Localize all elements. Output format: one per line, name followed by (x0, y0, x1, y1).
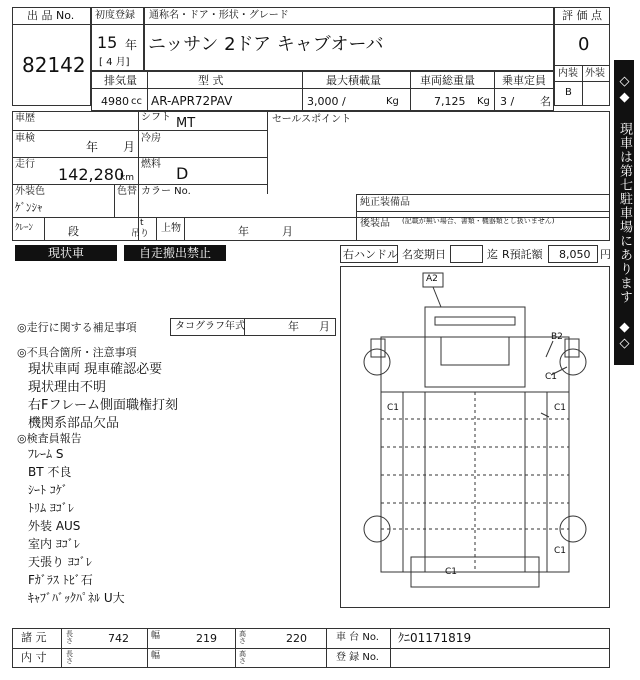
lot-number: 82142 (22, 53, 86, 77)
fuel-label: 燃料 (141, 159, 161, 170)
as-is-badge: 現状車 (15, 245, 117, 261)
exterior-grade: B (565, 87, 572, 98)
interior-width-label: 幅 (151, 651, 161, 661)
gross-weight-label: 車両総重量 (420, 74, 475, 87)
inspector-line: BT 不良 (28, 465, 72, 479)
displacement-label: 排気量 (104, 74, 137, 87)
car-name: ニッサン 2ドア キャブオーバ (148, 34, 384, 55)
name-change-label: 名変期日 (402, 248, 446, 261)
inspector-line: ｼｰﾄ ｺｹﾞ (28, 483, 68, 497)
height-value: 220 (286, 632, 307, 645)
length-value: 742 (108, 632, 129, 645)
length-label: 長さ (66, 630, 73, 645)
deadline-mark: 迄 (487, 248, 498, 261)
color-number-label: カラー No. (141, 186, 191, 197)
damage-mark-a2: A2 (426, 274, 438, 284)
inspection-year: 年 (86, 140, 99, 154)
aftermarket-label: 後装品 (360, 218, 390, 229)
registration-year: 15 (97, 33, 118, 52)
gross-weight-value: 7,125 (434, 95, 466, 108)
damage-mark-c1: C1 (554, 546, 567, 556)
inspector-line: ﾄﾘﾑ ﾖｺﾞﾚ (28, 501, 74, 515)
ac-label: 冷房 (141, 133, 161, 144)
color-label: 外装色 (15, 186, 45, 197)
seats-label: 乗車定員 (502, 74, 546, 87)
seats-value: 3 / (500, 95, 515, 108)
mileage-value: 142,280 (58, 165, 125, 184)
inspection-month: 月 (123, 140, 136, 154)
inspector-line: 室内 ﾖｺﾞﾚ (28, 537, 80, 551)
running-notes-title: ◎走行に関する補足事項 (17, 321, 137, 334)
lot-location-text: ◇◆ 現車は第七駐車場にあります ◆◇ (617, 73, 632, 352)
damage-mark-b2: B2 (551, 332, 563, 342)
mileage-label: 走行 (15, 159, 35, 170)
defect-line: 現状車両 現車確認必要 (28, 362, 163, 377)
inspection-label: 車検 (15, 133, 35, 144)
displacement-unit: cc (131, 96, 142, 107)
defect-line: 現状理由不明 (28, 380, 107, 395)
no-self-drive-badge: 自走搬出禁止 (124, 245, 226, 261)
upper-body-month: 月 (282, 225, 293, 238)
damage-mark-c1: C1 (545, 372, 558, 382)
aftermarket-note: (記載が無い場合、書類・機器類とし扱いません) (402, 217, 555, 225)
damage-mark-c1: C1 (445, 567, 458, 577)
inspector-line: 天張り ﾖｺﾞﾚ (28, 555, 92, 569)
recycle-unit: 円 (600, 248, 611, 261)
defect-line: 機関系部品欠品 (28, 416, 120, 431)
mileage-unit: km (120, 173, 134, 183)
damage-mark-c1: C1 (554, 403, 567, 413)
tacho-month: 月 (319, 320, 330, 333)
crane-hook: 吊り (131, 229, 150, 239)
displacement-value: 4980 (101, 95, 129, 108)
registration-label: 初度登録 (95, 10, 135, 21)
color-value: ｹﾞﾝｼｬ (15, 201, 43, 214)
tacho-year: 年 (288, 320, 299, 333)
inspector-line: ｷｬﾌﾞﾊﾞｯｸﾊﾟﾈﾙ U大 (28, 591, 125, 605)
history-label: 車歴 (15, 113, 35, 124)
interior-height-label: 高さ (239, 650, 246, 665)
exterior-grade-label: 外装 (585, 68, 605, 79)
rhd-label: 右ハンドル (343, 248, 398, 261)
interior-grade-label: 内装 (558, 68, 578, 79)
registration-year-unit: 年 (125, 38, 138, 52)
shift-label: シフト (141, 112, 171, 123)
lot-location-banner (614, 60, 634, 365)
chassis-number: ｸﾆ01171819 (398, 631, 472, 645)
upper-body-label: 上物 (161, 223, 181, 234)
dims-label: 諸 元 (21, 631, 47, 644)
width-label: 幅 (151, 631, 161, 641)
capacity-unit: Kg (386, 96, 399, 107)
gross-weight-unit: Kg (477, 96, 490, 107)
car-name-label: 通称名・ドア・形状・グレード (149, 10, 289, 21)
defects-title: ◎不具合箇所・注意事項 (17, 346, 137, 359)
lot-number-label: 出 品 No. (27, 9, 75, 22)
capacity-label: 最大積載量 (326, 74, 381, 87)
registration-month: [ 4 月] (99, 57, 130, 68)
crane-ton: t (140, 218, 144, 228)
crane-step: 段 (68, 225, 79, 238)
color-change-label: 色替 (117, 186, 137, 197)
damage-mark-c1: C1 (387, 403, 400, 413)
sales-point-label: セールスポイント (272, 114, 352, 125)
rating-score: 0 (578, 34, 590, 55)
inspector-line: 外装 AUS (28, 519, 81, 533)
recycle-label: R預託額 (502, 248, 543, 261)
rating-label: 評 価 点 (562, 9, 602, 22)
model-code: AR-APR72PAV (151, 94, 233, 108)
interior-dims-label: 内 寸 (21, 651, 47, 664)
capacity-value: 3,000 / (307, 95, 346, 108)
shift-value: MT (176, 116, 196, 131)
tacho-label: タコグラフ年式 (175, 321, 245, 332)
equipment-label: 純正装備品 (360, 197, 410, 208)
height-label: 高さ (239, 630, 246, 645)
seats-unit: 名 (540, 95, 551, 108)
damage-diagram (340, 266, 610, 608)
fuel-value: D (176, 164, 189, 183)
model-label: 型 式 (198, 74, 224, 87)
inspector-line: ﾌﾚｰﾑ S (28, 447, 64, 461)
inspector-title: ◎検査員報告 (17, 432, 82, 445)
registration-number-label: 登 録 No. (336, 652, 379, 663)
crane-label: ｸﾚｰﾝ (15, 223, 34, 233)
recycle-value: 8,050 (559, 248, 591, 261)
inspector-line: Fｶﾞﾗｽ ﾄﾋﾞ石 (28, 573, 93, 587)
chassis-label: 車 台 No. (336, 632, 379, 643)
width-value: 219 (196, 632, 217, 645)
truck-outline-diagram (341, 267, 609, 607)
name-change-box (450, 245, 483, 263)
defect-line: 右Fフレーム側面職権打刻 (28, 398, 178, 413)
upper-body-year: 年 (238, 225, 249, 238)
interior-length-label: 長さ (66, 650, 73, 665)
